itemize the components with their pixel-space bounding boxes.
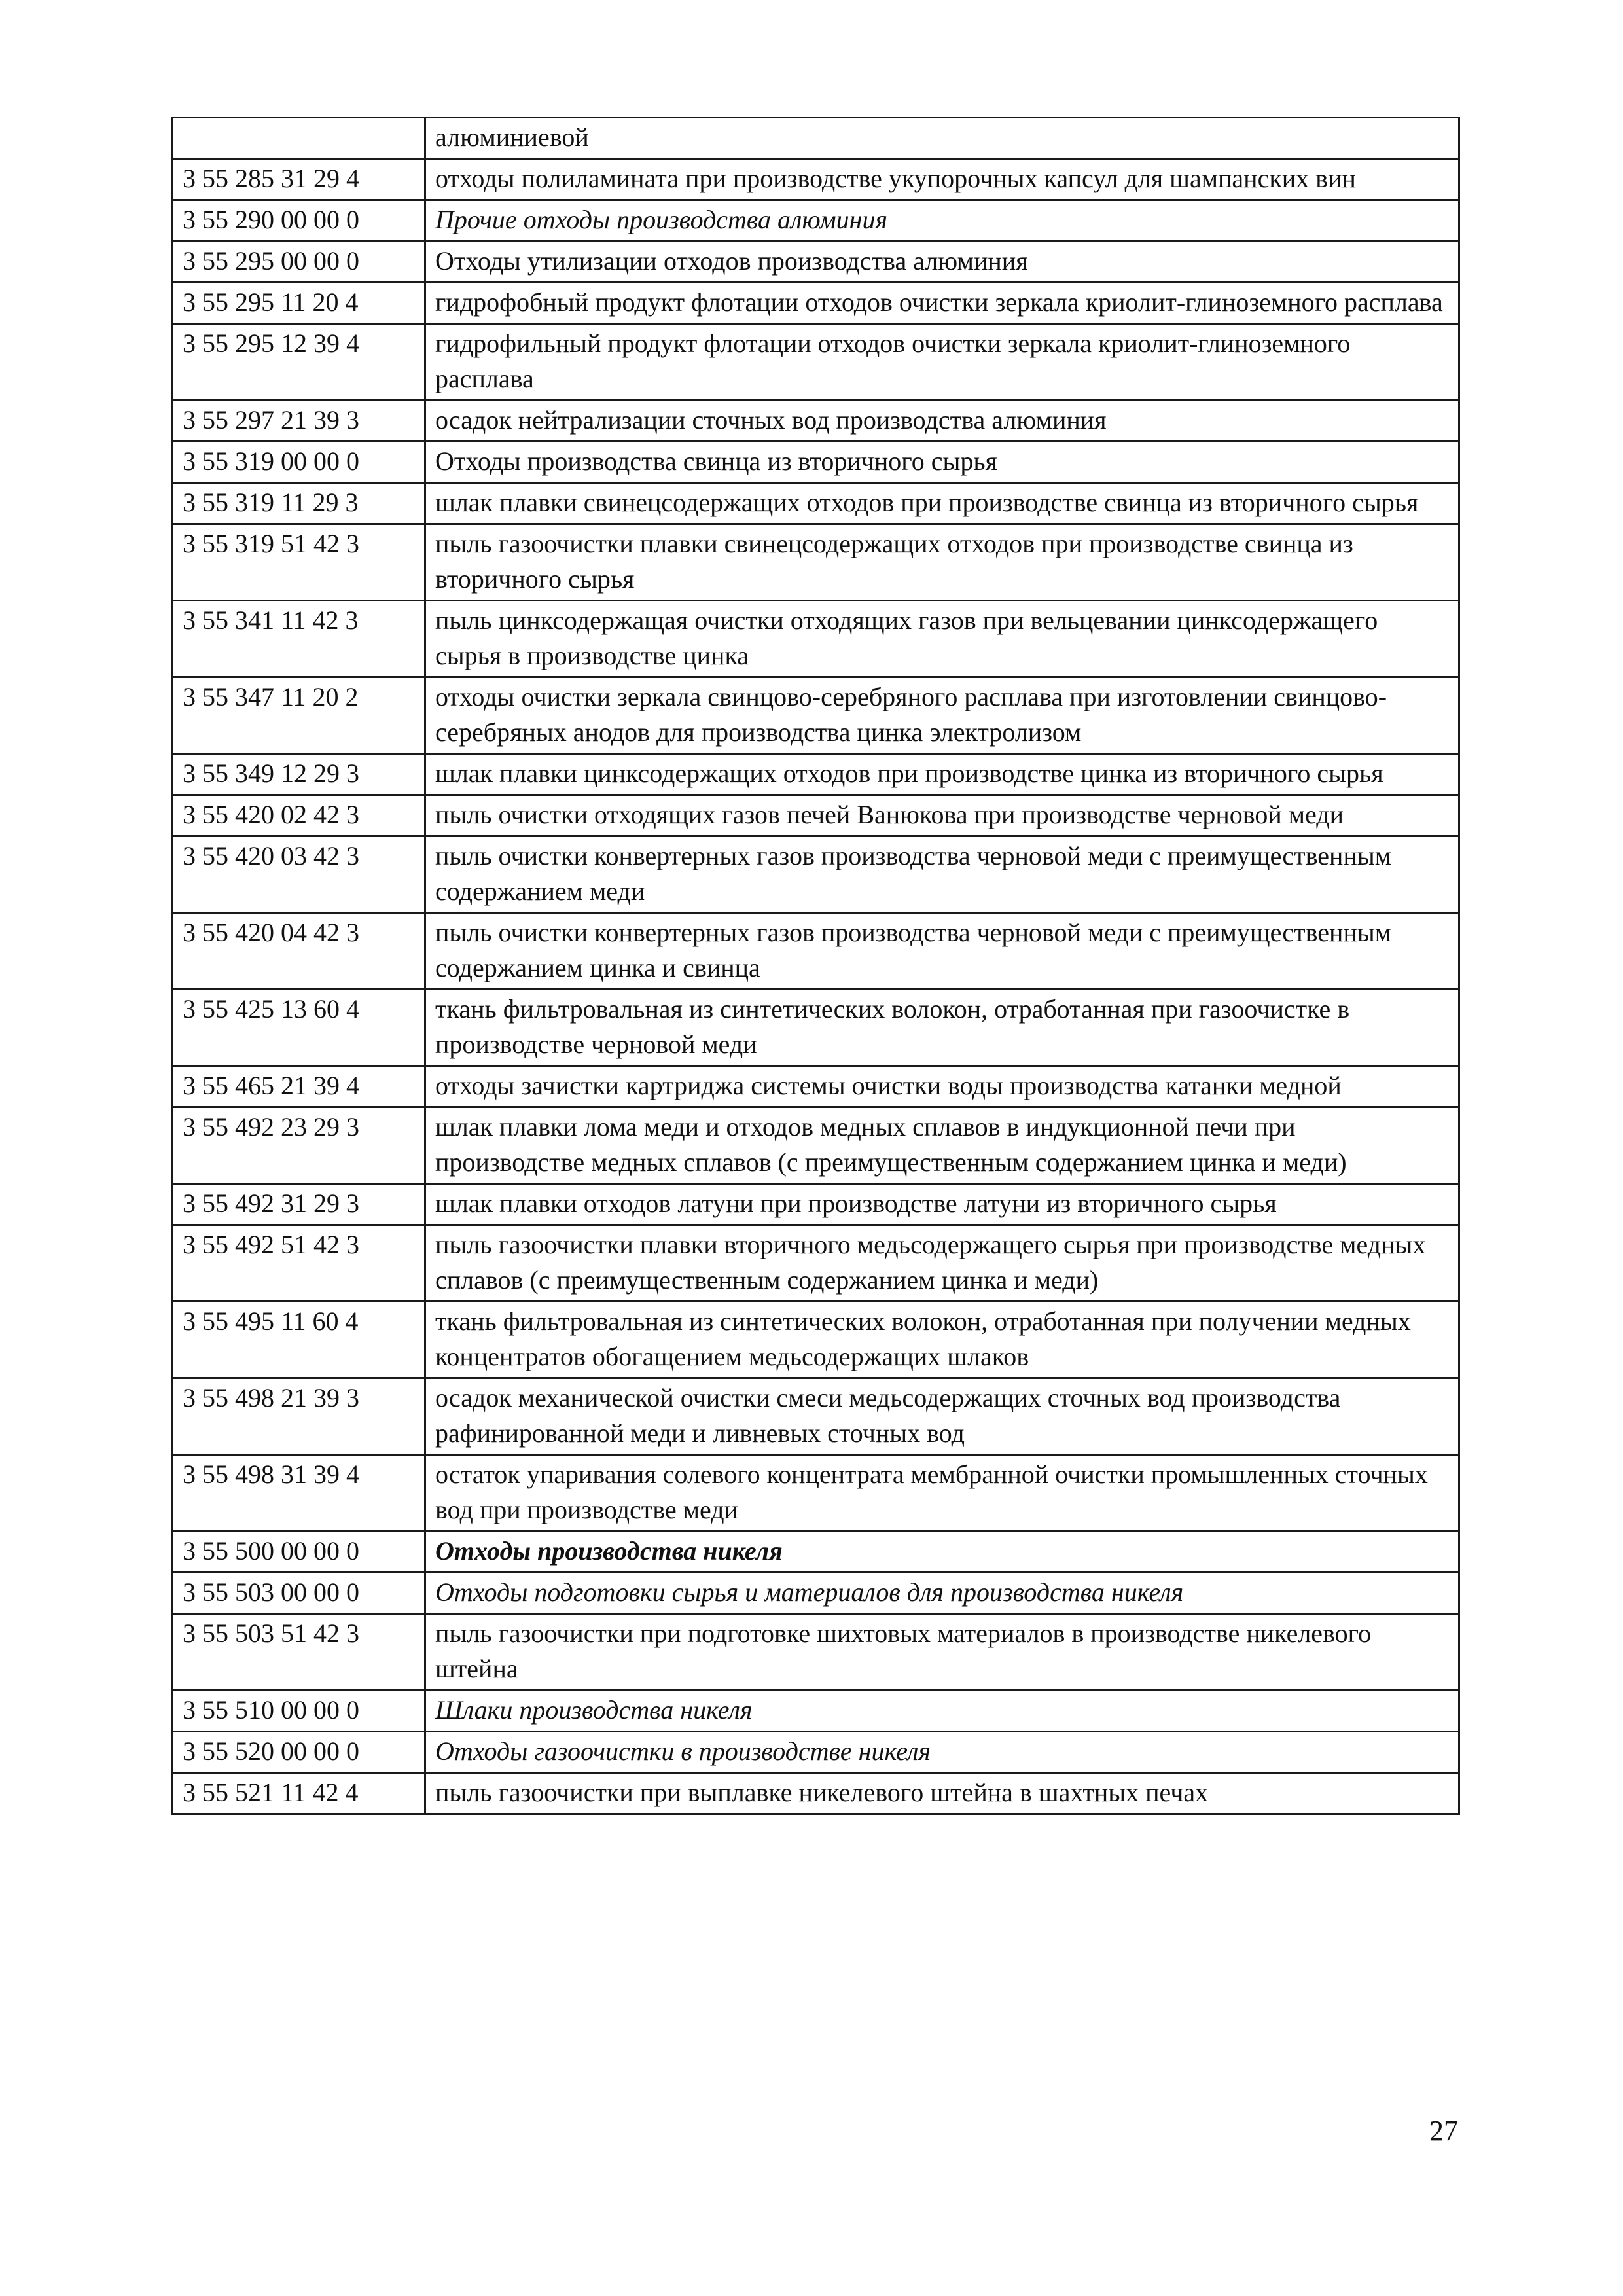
waste-description-cell: ткань фильтровальная из синтетических волокон, отработанная при получении медных концентратов обогащением медьсодержащих шлаков xyxy=(425,1302,1459,1378)
waste-code-cell: 3 55 297 21 39 3 xyxy=(173,401,425,442)
waste-code-cell: 3 55 498 21 39 3 xyxy=(173,1378,425,1455)
table-row xyxy=(173,1066,1459,1107)
table-row xyxy=(173,795,1459,836)
waste-description-cell: пыль газоочистки при подготовке шихтовых материалов в производстве никелевого штейна xyxy=(425,1614,1459,1691)
table-row xyxy=(173,442,1459,483)
table-row xyxy=(173,1225,1459,1302)
waste-description-cell: отходы полиламината при производстве укупорочных капсул для шампанских вин xyxy=(425,159,1459,200)
waste-code-cell: 3 55 465 21 39 4 xyxy=(173,1066,425,1107)
table-row xyxy=(173,1184,1459,1225)
waste-code-cell: 3 55 492 51 42 3 xyxy=(173,1225,425,1302)
table-row xyxy=(173,1532,1459,1573)
waste-description-cell: пыль газоочистки плавки вторичного медьсодержащего сырья при производстве медных сплавов (с преимущественным содержанием цинка и меди) xyxy=(425,1225,1459,1302)
waste-code-cell: 3 55 420 03 42 3 xyxy=(173,836,425,913)
waste-code-cell: 3 55 295 11 20 4 xyxy=(173,283,425,324)
page-number: 27 xyxy=(1429,2115,1458,2147)
waste-code-cell: 3 55 510 00 00 0 xyxy=(173,1691,425,1732)
table-row xyxy=(173,283,1459,324)
waste-code-cell: 3 55 500 00 00 0 xyxy=(173,1532,425,1573)
waste-code-cell: 3 55 319 11 29 3 xyxy=(173,483,425,524)
waste-code-cell: 3 55 420 02 42 3 xyxy=(173,795,425,836)
waste-code-cell: 3 55 520 00 00 0 xyxy=(173,1732,425,1773)
waste-code-cell: 3 55 341 11 42 3 xyxy=(173,601,425,677)
table-row xyxy=(173,118,1459,159)
waste-description-cell: пыль очистки конвертерных газов производства черновой меди с преимущественным содержанием цинка и свинца xyxy=(425,913,1459,990)
table-row xyxy=(173,1107,1459,1184)
table-row xyxy=(173,754,1459,795)
waste-code-cell: 3 55 420 04 42 3 xyxy=(173,913,425,990)
waste-code-cell: 3 55 295 00 00 0 xyxy=(173,242,425,283)
waste-code-cell xyxy=(173,118,425,159)
waste-description-cell: пыль очистки отходящих газов печей Ванюкова при производстве черновой меди xyxy=(425,795,1459,836)
waste-description-cell: Отходы подготовки сырья и материалов для производства никеля xyxy=(425,1573,1459,1614)
table-row xyxy=(173,913,1459,990)
waste-classification-table xyxy=(171,117,1460,1815)
waste-code-cell: 3 55 347 11 20 2 xyxy=(173,677,425,754)
waste-description-cell: шлак плавки лома меди и отходов медных сплавов в индукционной печи при производстве медных сплавов (с преимущественным содержанием цинка и меди) xyxy=(425,1107,1459,1184)
table-row xyxy=(173,1732,1459,1773)
table-row xyxy=(173,483,1459,524)
table-row xyxy=(173,242,1459,283)
waste-code-cell: 3 55 425 13 60 4 xyxy=(173,990,425,1066)
waste-code-cell: 3 55 319 51 42 3 xyxy=(173,524,425,601)
table-row xyxy=(173,677,1459,754)
waste-description-cell: пыль газоочистки при выплавке никелевого штейна в шахтных печах xyxy=(425,1773,1459,1814)
waste-code-cell: 3 55 295 12 39 4 xyxy=(173,324,425,401)
table-row xyxy=(173,836,1459,913)
table-row xyxy=(173,601,1459,677)
waste-code-cell: 3 55 503 51 42 3 xyxy=(173,1614,425,1691)
table-row xyxy=(173,401,1459,442)
table-row xyxy=(173,1773,1459,1814)
waste-description-cell: пыль газоочистки плавки свинецсодержащих отходов при производстве свинца из вторичного сырья xyxy=(425,524,1459,601)
waste-description-cell: ткань фильтровальная из синтетических волокон, отработанная при газоочистке в производстве черновой меди xyxy=(425,990,1459,1066)
table-row xyxy=(173,1691,1459,1732)
waste-description-cell: гидрофильный продукт флотации отходов очистки зеркала криолит-глиноземного расплава xyxy=(425,324,1459,401)
table-row xyxy=(173,1614,1459,1691)
table-row xyxy=(173,1573,1459,1614)
waste-description-cell: пыль очистки конвертерных газов производства черновой меди с преимущественным содержанием меди xyxy=(425,836,1459,913)
waste-code-cell: 3 55 319 00 00 0 xyxy=(173,442,425,483)
table-row xyxy=(173,200,1459,242)
waste-description-cell: Отходы производства никеля xyxy=(425,1532,1459,1573)
table-row xyxy=(173,1455,1459,1532)
waste-code-cell: 3 55 285 31 29 4 xyxy=(173,159,425,200)
waste-description-cell: алюминиевой xyxy=(425,118,1459,159)
waste-code-cell: 3 55 492 23 29 3 xyxy=(173,1107,425,1184)
waste-description-cell: пыль цинксодержащая очистки отходящих газов при вельцевании цинксодержащего сырья в производстве цинка xyxy=(425,601,1459,677)
waste-code-cell: 3 55 498 31 39 4 xyxy=(173,1455,425,1532)
waste-description-cell: отходы зачистки картриджа системы очистки воды производства катанки медной xyxy=(425,1066,1459,1107)
waste-code-cell: 3 55 503 00 00 0 xyxy=(173,1573,425,1614)
waste-description-cell: Отходы газоочистки в производстве никеля xyxy=(425,1732,1459,1773)
waste-code-cell: 3 55 495 11 60 4 xyxy=(173,1302,425,1378)
waste-description-cell: шлак плавки свинецсодержащих отходов при производстве свинца из вторичного сырья xyxy=(425,483,1459,524)
waste-code-cell: 3 55 349 12 29 3 xyxy=(173,754,425,795)
table-row xyxy=(173,159,1459,200)
table-row xyxy=(173,1378,1459,1455)
waste-description-cell: шлак плавки отходов латуни при производстве латуни из вторичного сырья xyxy=(425,1184,1459,1225)
waste-description-cell: осадок механической очистки смеси медьсодержащих сточных вод производства рафинированной меди и ливневых сточных вод xyxy=(425,1378,1459,1455)
waste-description-cell: гидрофобный продукт флотации отходов очистки зеркала криолит-глиноземного расплава xyxy=(425,283,1459,324)
waste-description-cell: Прочие отходы производства алюминия xyxy=(425,200,1459,242)
table-row xyxy=(173,1302,1459,1378)
table-row xyxy=(173,990,1459,1066)
waste-description-cell: отходы очистки зеркала свинцово-серебряного расплава при изготовлении свинцово-серебряных анодов для производства цинка электролизом xyxy=(425,677,1459,754)
waste-description-cell: Шлаки производства никеля xyxy=(425,1691,1459,1732)
waste-code-cell: 3 55 492 31 29 3 xyxy=(173,1184,425,1225)
waste-description-cell: шлак плавки цинксодержащих отходов при производстве цинка из вторичного сырья xyxy=(425,754,1459,795)
waste-description-cell: осадок нейтрализации сточных вод производства алюминия xyxy=(425,401,1459,442)
waste-code-cell: 3 55 521 11 42 4 xyxy=(173,1773,425,1814)
waste-description-cell: Отходы производства свинца из вторичного сырья xyxy=(425,442,1459,483)
waste-code-cell: 3 55 290 00 00 0 xyxy=(173,200,425,242)
table-row xyxy=(173,324,1459,401)
table-body xyxy=(173,118,1459,1814)
table-row xyxy=(173,524,1459,601)
waste-description-cell: остаток упаривания солевого концентрата мембранной очистки промышленных сточных вод при производстве меди xyxy=(425,1455,1459,1532)
waste-description-cell: Отходы утилизации отходов производства алюминия xyxy=(425,242,1459,283)
